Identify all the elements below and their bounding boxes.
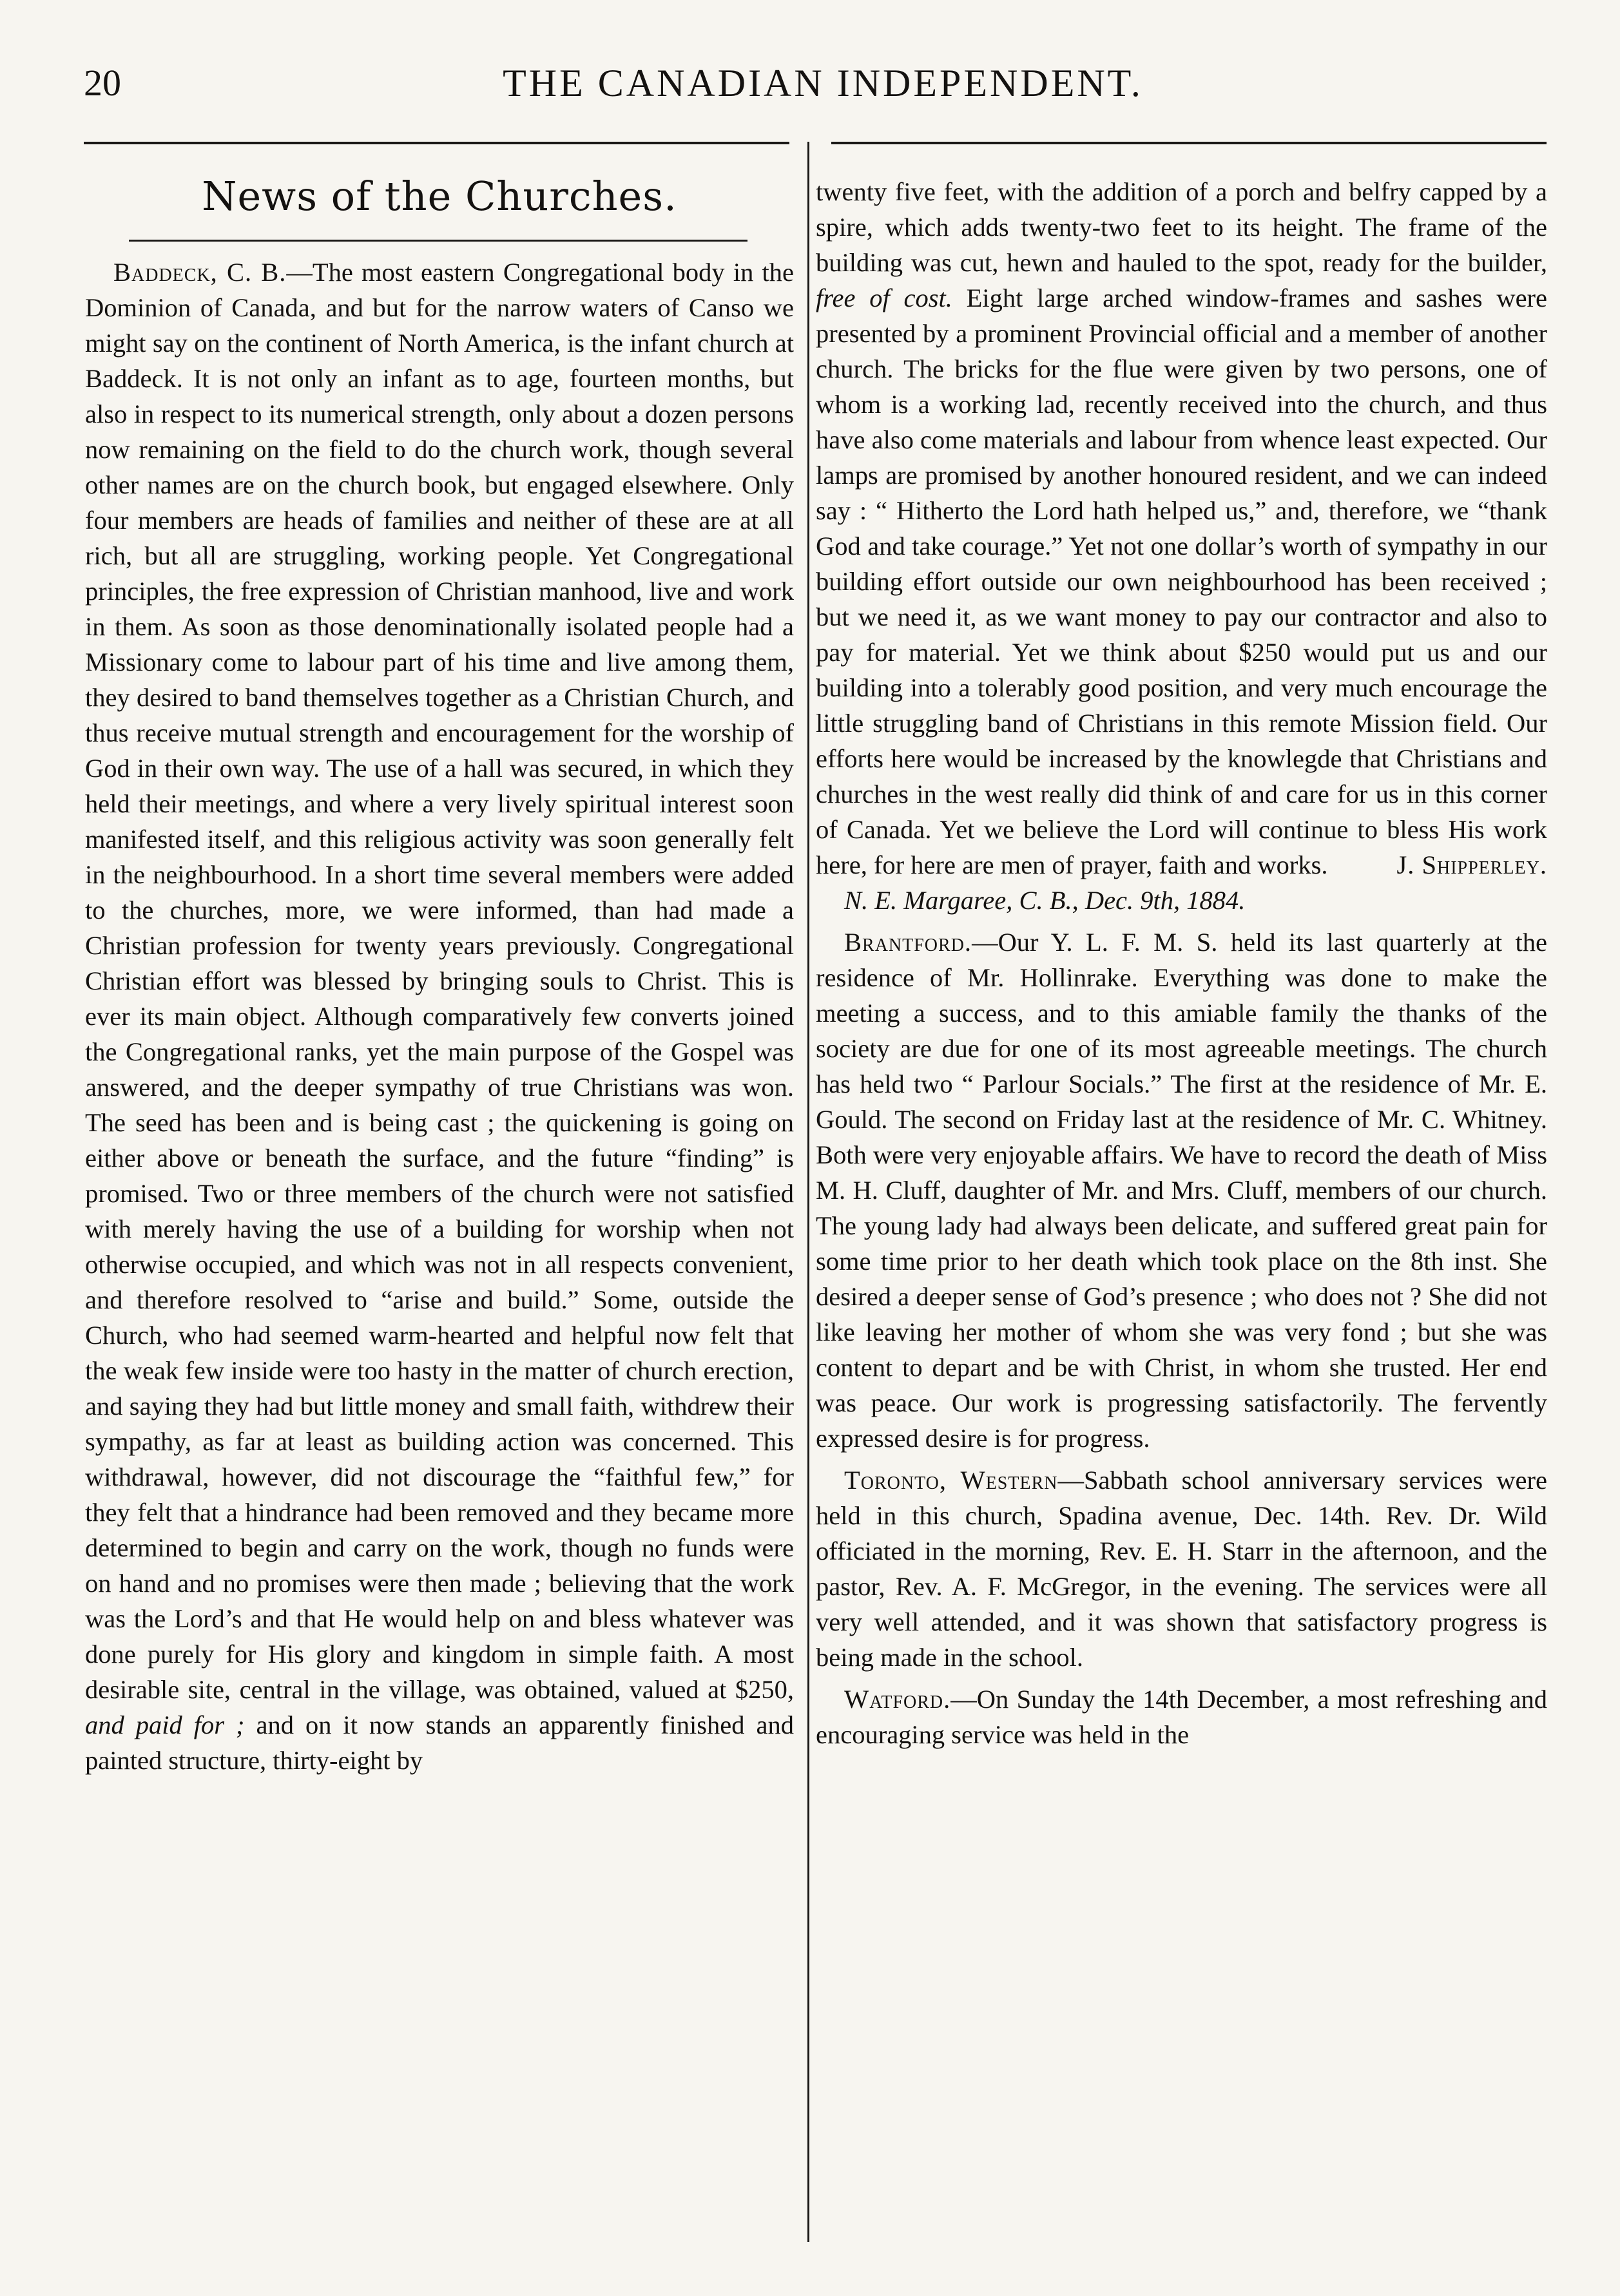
spacer (816, 1675, 1547, 1681)
section-title: News of the Churches. (202, 173, 677, 220)
section-title-rule (129, 240, 747, 242)
article-watford (816, 1681, 1547, 1752)
page-number: 20 (84, 62, 121, 104)
spacer (816, 1456, 1547, 1462)
place-toronto: Toronto, Western (844, 1466, 1058, 1495)
column-divider (807, 142, 809, 2242)
article-brantford (816, 924, 1547, 1456)
running-head (84, 61, 1562, 119)
journal-title: THE CANADIAN INDEPENDENT. (503, 62, 1143, 104)
header-rule-left (84, 142, 789, 144)
place-brantford: Brantford. (844, 928, 972, 957)
spacer (816, 918, 1547, 924)
article-baddeck-cont-b: Eight large arched window-frames and sashes were presented by a prominent Provincial official and a member of another church. The bricks for the flue were given by two persons, one of whom is a working lad, recently received into the church, and thus have also come materials and labour from whence least expected. Our lamps are promised by another honoured resident, and we can indeed say : “ Hitherto the Lord hath helped us,” and, therefore, we “thank God and take courage.” Yet not one dollar’s worth of sympathy in our building effort outside our own neighbourhood has been received ; but we need it, as we want money to pay our contractor and also to pay for material. Yet we think about $250 would put us and our building into a tolerably good position, and very much encourage the little struggling band of Christians in this remote Mission field. Our efforts here would be increased by the knowlegde that Christians and churches in the west really did think of and care for us in this corner of Canada. Yet we believe the Lord will continue to bless His work here, for here are men of prayer, faith and works. (816, 283, 1548, 879)
article-baddeck-continued (816, 174, 1547, 883)
article-toronto (816, 1462, 1547, 1675)
article-baddeck-tail: and on it now stands an apparently finished and painted structure, thirty-eight by (85, 1710, 794, 1775)
article-baddeck-italic: and paid for ; (85, 1710, 245, 1739)
place-baddeck: Baddeck, C. B. (113, 258, 287, 287)
article-baddeck-body: —The most eastern Congregational body in the Dominion of Canada, and but for the narrow waters of Canso we might say on the continent of North America, is the infant church at Baddeck. It is not only an infant as to age, fourteen months, but also in respect to its numerical strength, only about a dozen persons now remaining on the field to do the church work, though several other names are on the church book, but engaged elsewhere. Only four members are heads of families and neither of these are at all rich, but all are struggling, working people. Yet Congregational principles, the free expression of Christian manhood, live and work in them. As soon as those denominationally isolated people had a Missionary come to labour part of his time and live among them, they desired to band themselves together as a Christian Church, and thus receive mutual strength and encouragement for the worship of God in their own way. The use of a hall was secured, in which they held their meetings, and where a very lively spiritual interest soon manifested itself, and this religious activity was soon generally felt in the neighbourhood. In a short time several members were added to the churches, more, we were informed, than had made a Christian profession for twenty years previously. Congregational Christian effort was blessed by bringing souls to Christ. This is ever its main object. Although comparatively few converts joined the Congregational ranks, yet the main purpose of the Gospel was answered, and the deeper sympathy of true Christians was won. The seed has been and is being cast ; the quickening is going on either above or beneath the surface, and the future “finding” is promised. Two or three members of the church were not satisfied with merely having the use of a building for worship when not otherwise occupied, and which was not in all respects convenient, and therefore resolved to “arise and build.” Some, outside the Church, who had seemed warm-hearted and helpful now felt that the weak few inside were too hasty in the matter of church erection, and saying they had but little money and small faith, withdrew their sympathy, as far at least as building action was concerned. This withdrawal, however, did not discourage the “faithful few,” for they felt that a hindrance had been removed and they became more determined to begin and carry on the work, though no funds were on hand and no promises were then made ; believing that the work was the Lord’s and that He would help on and bless whatever was done purely for His glory and kingdom in simple faith. A most desirable site, central in the village, was obtained, valued at $250, (85, 258, 795, 1704)
header-rule-right (831, 142, 1547, 144)
place-watford: Watford. (844, 1685, 951, 1714)
signature: J. Shipperley. (1396, 850, 1547, 879)
article-baddeck-cont-italic: free of cost. (816, 283, 952, 312)
left-column (85, 254, 794, 1778)
article-baddeck-cont-a: twenty five feet, with the addition of a porch and belfry capped by a spire, which adds twenty-two feet to its height. The frame of the building was cut, hewn and hauled to the spot, ready for the builder, (816, 177, 1547, 277)
article-watford-body: —On Sunday the 14th December, a most refreshing and encouraging service was held in the (816, 1685, 1547, 1749)
article-brantford-body: —Our Y. L. F. M. S. held its last quarterly at the residence of Mr. Hollinrake. Everything was done to make the meeting a success, and to this amiable family the thanks of the society are due for one of its most agreeable meetings. The church has held two “ Parlour Socials.” The first at the residence of Mr. E. Gould. The second on Friday last at the residence of Mr. C. Whitney. Both were very enjoyable affairs. We have to record the death of Miss M. H. Cluff, daughter of Mr. and Mrs. Cluff, members of our church. The young lady had always been delicate, and suffered great pain for some time prior to her death which took place on the 8th inst. She desired a deeper sense of God’s presence ; who does not ? She did not like leaving her mother of whom she was very fond ; but she was content to depart and be with Christ, in whom she trusted. Her end was peace. Our work is progressing satisfactorily. The fervently expressed desire is for progress. (816, 928, 1547, 1453)
article-baddeck (85, 254, 794, 1778)
dateline: N. E. Margaree, C. B., Dec. 9th, 1884. (844, 886, 1246, 915)
article-toronto-body: —Sabbath school anniversary services were held in this church, Spadina avenue, Dec. 14th. Rev. Dr. Wild officiated in the morning, Rev. E. H. Starr in the afternoon, and the pastor, Rev. A. F. McGregor, in the evening. The services were all very well attended, and it was shown that satisfactory progress is being made in the school. (816, 1466, 1547, 1672)
right-column (816, 174, 1547, 1752)
